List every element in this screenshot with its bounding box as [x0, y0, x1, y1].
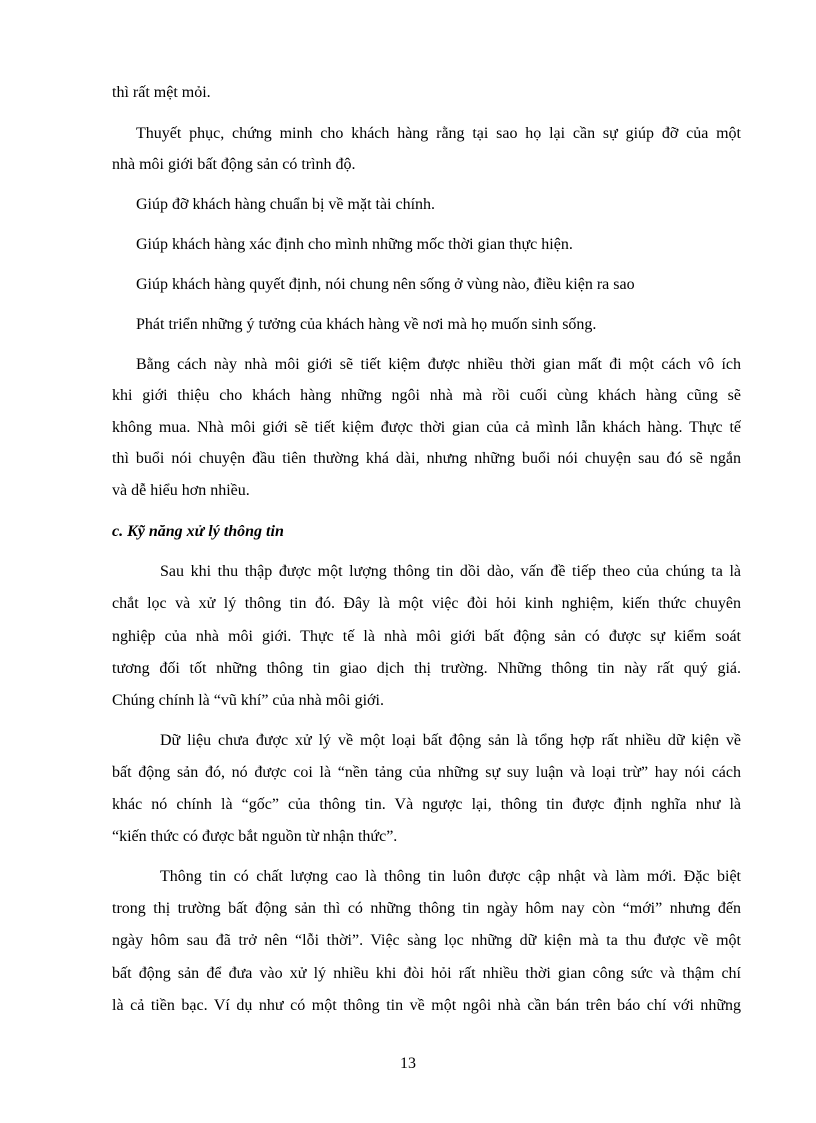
text-line: bất động sản để đưa vào xử lý nhiều khi đòi hỏi rất nhiều thời gian công sức và thậm chí	[112, 965, 741, 982]
text-line: khác nó chính là “gốc” của thông tin. Và ngược lại, thông tin được định nghĩa như là	[112, 796, 741, 813]
text-line: Thuyết phục, chứng minh cho khách hàng rằng tại sao họ lại cần sự giúp đỡ của một	[136, 125, 741, 142]
text-line: Giúp đỡ khách hàng chuẩn bị về mặt tài chính.	[136, 196, 436, 213]
text-line: bất động sản đó, nó được coi là “nền tảng của những sự suy luận và loại trừ” hay nói cách	[112, 764, 741, 781]
text-line: nhà môi giới bất động sản có trình độ.	[112, 156, 356, 173]
text-line: là cả tiền bạc. Ví dụ như có một thông tin về một ngôi nhà cần bán trên báo chí với những	[112, 997, 741, 1014]
text-line: tương đối tốt những thông tin giao dịch thị trường. Những thông tin này rất quý giá.	[112, 660, 741, 677]
page-number: 13	[400, 1055, 416, 1072]
text-line: ngày hôm sau đã trở nên “lỗi thời”. Việc sàng lọc những dữ kiện mà ta thu được về một	[112, 932, 741, 949]
text-line: Giúp khách hàng quyết định, nói chung nên sống ở vùng nào, điều kiện ra sao	[136, 276, 635, 293]
section-heading: c. Kỹ năng xử lý thông tin	[112, 523, 284, 540]
text-line: Chúng chính là “vũ khí” của nhà môi giới.	[112, 692, 384, 709]
text-line: Sau khi thu thập được một lượng thông tin dồi dào, vấn đề tiếp theo của chúng ta là	[160, 563, 741, 580]
text-line: Phát triển những ý tưởng của khách hàng về nơi mà họ muốn sinh sống.	[136, 316, 597, 333]
text-line: không mua. Nhà môi giới sẽ tiết kiệm được thời gian của cả mình lẫn khách hàng. Thực tế	[112, 419, 741, 436]
text-line: thì buổi nói chuyện đầu tiên thường khá dài, nhưng những buổi nói chuyện sau đó sẽ ngắn	[112, 450, 741, 467]
text-line: thì rất mệt mỏi.	[112, 84, 211, 101]
text-line: Dữ liệu chưa được xử lý về một loại bất động sản là tổng hợp rất nhiều dữ kiện về	[160, 732, 741, 749]
text-line: khi giới thiệu cho khách hàng những ngôi nhà mà rồi cuối cùng khách hàng cũng sẽ	[112, 387, 741, 404]
text-line: Thông tin có chất lượng cao là thông tin luôn được cập nhật và làm mới. Đặc biệt	[160, 868, 741, 885]
text-line: nghiệp của nhà môi giới. Thực tế là nhà môi giới bất động sản có được sự kiểm soát	[112, 628, 741, 645]
text-line: “kiến thức có được bắt nguồn từ nhận thức”.	[112, 828, 398, 845]
text-line: và dễ hiểu hơn nhiều.	[112, 482, 250, 499]
text-line: Giúp khách hàng xác định cho mình những mốc thời gian thực hiện.	[136, 236, 573, 253]
text-line: Bằng cách này nhà môi giới sẽ tiết kiệm được nhiều thời gian mất đi một cách vô ích	[136, 356, 741, 373]
text-line: chắt lọc và xử lý thông tin đó. Đây là một việc đòi hỏi kinh nghiệm, kiến thức chuyên	[112, 595, 741, 612]
text-line: trong thị trường bất động sản thì có những thông tin ngày hôm nay còn “mới” nhưng đến	[112, 900, 741, 917]
